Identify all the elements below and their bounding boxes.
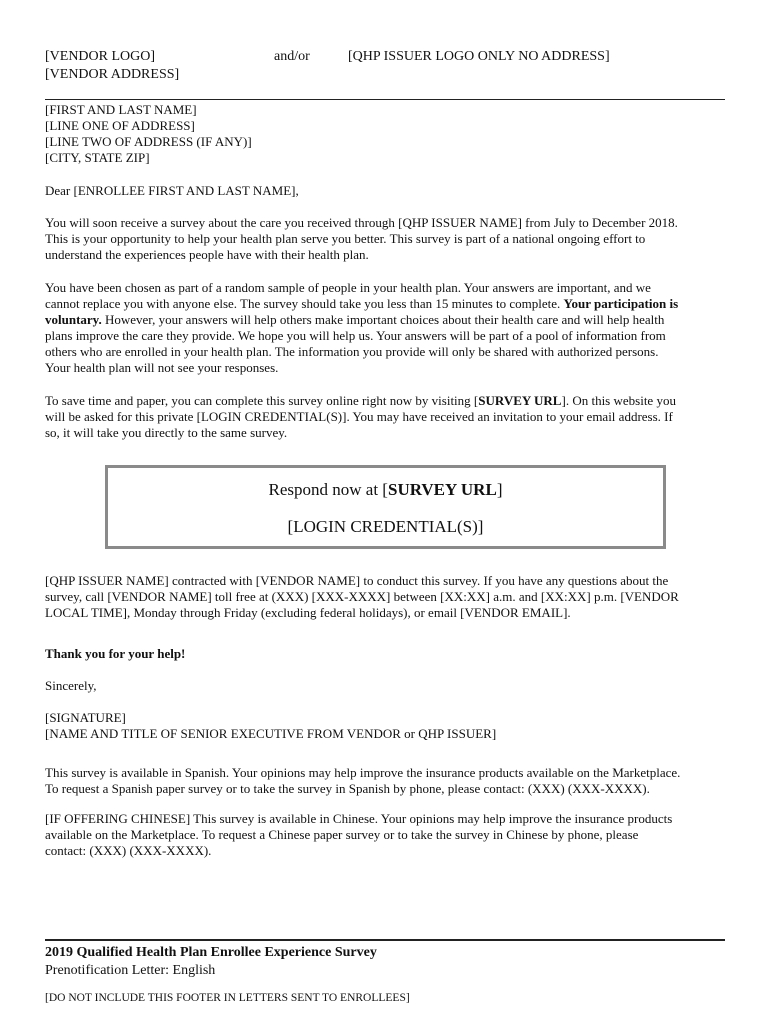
contact-paragraph [45,573,727,621]
paragraph-line: available on the Marketplace. To request a Chinese paper survey or to take the survey in Chinese by phone, please [45,827,639,842]
salutation: Dear [ENROLLEE FIRST AND LAST NAME], [45,183,299,198]
paragraph-line: others who are enrolled in your health plan. The information you provide will only be shared with authorized persons. [45,344,659,359]
footer-subtitle: Prenotification Letter: English [45,963,216,978]
callout-survey-url: SURVEY URL [387,480,497,499]
respond-now-callout [105,465,666,549]
signature-placeholder: [SIGNATURE] [45,710,126,725]
header-divider [45,99,725,100]
footer-divider [45,939,725,941]
paragraph-line: [QHP ISSUER NAME] contracted with [VENDOR NAME] to conduct this survey. If you have any questions about the [45,573,669,588]
spanish-availability-paragraph [45,765,727,797]
paragraph-line: You have been chosen as part of a random sample of people in your health plan. Your answers are important, and we [45,280,651,295]
paragraph-text: ]. On this website you [561,393,676,408]
intro-paragraph [45,215,727,263]
respond-now-line [108,480,663,500]
paragraph-text: To save time and paper, you can complete this survey online right now by visiting [ [45,393,479,408]
thank-you-text: Thank you for your help! [45,646,186,661]
paragraph-line [45,393,727,409]
footer-title: 2019 Qualified Health Plan Enrollee Experience Survey [45,945,377,960]
paragraph-line: [IF OFFERING CHINESE] This survey is available in Chinese. Your opinions may help improve the insurance products [45,811,673,826]
vendor-address-placeholder: [VENDOR ADDRESS] [45,67,180,82]
paragraph-line: This survey is available in Spanish. Your opinions may help improve the insurance products available on the Marketplace. [45,765,681,780]
address-block [45,102,727,166]
paragraph-line: Your health plan will not see your responses. [45,360,279,375]
address-line: [CITY, STATE ZIP] [45,150,150,165]
signature-block [45,710,727,742]
paragraph-line: plans improve the care they provide. We hope you will help us. Your answers will be part of a pool of information from [45,328,666,343]
paragraph-line: To request a Spanish paper survey or to take the survey in Spanish by phone, please contact: (XXX) (XXX-XXXX). [45,781,650,796]
survey-url-text: SURVEY URL [478,393,562,408]
paragraph-line: LOCAL TIME], Monday through Friday (excluding federal holidays), or email [VENDOR EMAIL]. [45,605,571,620]
respond-now-text: Respond now at [ [268,480,388,499]
paragraph-line [45,312,727,328]
address-line: [FIRST AND LAST NAME] [45,102,197,117]
login-credentials-line: [LOGIN CREDENTIAL(S)] [287,517,484,536]
paragraph-line: will be asked for this private [LOGIN CREDENTIAL(S)]. You may have received an invitation to your email address. If [45,409,673,424]
bracket-text: ] [496,480,503,499]
paragraph-text: cannot replace you with anyone else. The survey should take you less than 15 minutes to complete. [45,296,564,311]
signer-name-title: [NAME AND TITLE OF SENIOR EXECUTIVE FROM VENDOR or QHP ISSUER] [45,726,497,741]
paragraph-line: survey, call [VENDOR NAME] toll free at (XXX) [XXX-XXXX] between [XX:XX] a.m. and [XX:XX] p.m. [VENDOR [45,589,679,604]
chinese-availability-paragraph [45,811,727,859]
participation-bold-text: Your participation is [563,296,679,311]
sample-paragraph [45,280,727,376]
address-line: [LINE ONE OF ADDRESS] [45,118,195,133]
paragraph-line: This is your opportunity to help your health plan serve you better. This survey is part of a national ongoing effort to [45,231,646,246]
online-survey-paragraph [45,393,727,441]
paragraph-line [45,296,727,312]
footer-note: [DO NOT INCLUDE THIS FOOTER IN LETTERS SENT TO ENROLLEES] [45,992,410,1004]
and-or-text: and/or [274,49,310,64]
paragraph-text: However, your answers will help others make important choices about their health care and will help health [101,312,665,327]
paragraph-line: You will soon receive a survey about the care you received through [QHP ISSUER NAME] from July to December 2018. [45,215,678,230]
paragraph-line: so, it will take you directly to the same survey. [45,425,288,440]
qhp-issuer-logo-placeholder: [QHP ISSUER LOGO ONLY NO ADDRESS] [348,49,610,64]
paragraph-line: understand the experiences people have with their health plan. [45,247,369,262]
vendor-logo-placeholder: [VENDOR LOGO] [45,49,156,64]
address-line: [LINE TWO OF ADDRESS (IF ANY)] [45,134,252,149]
voluntary-bold-text: voluntary. [45,312,102,327]
paragraph-line: contact: (XXX) (XXX-XXXX). [45,843,212,858]
closing-text: Sincerely, [45,678,97,693]
